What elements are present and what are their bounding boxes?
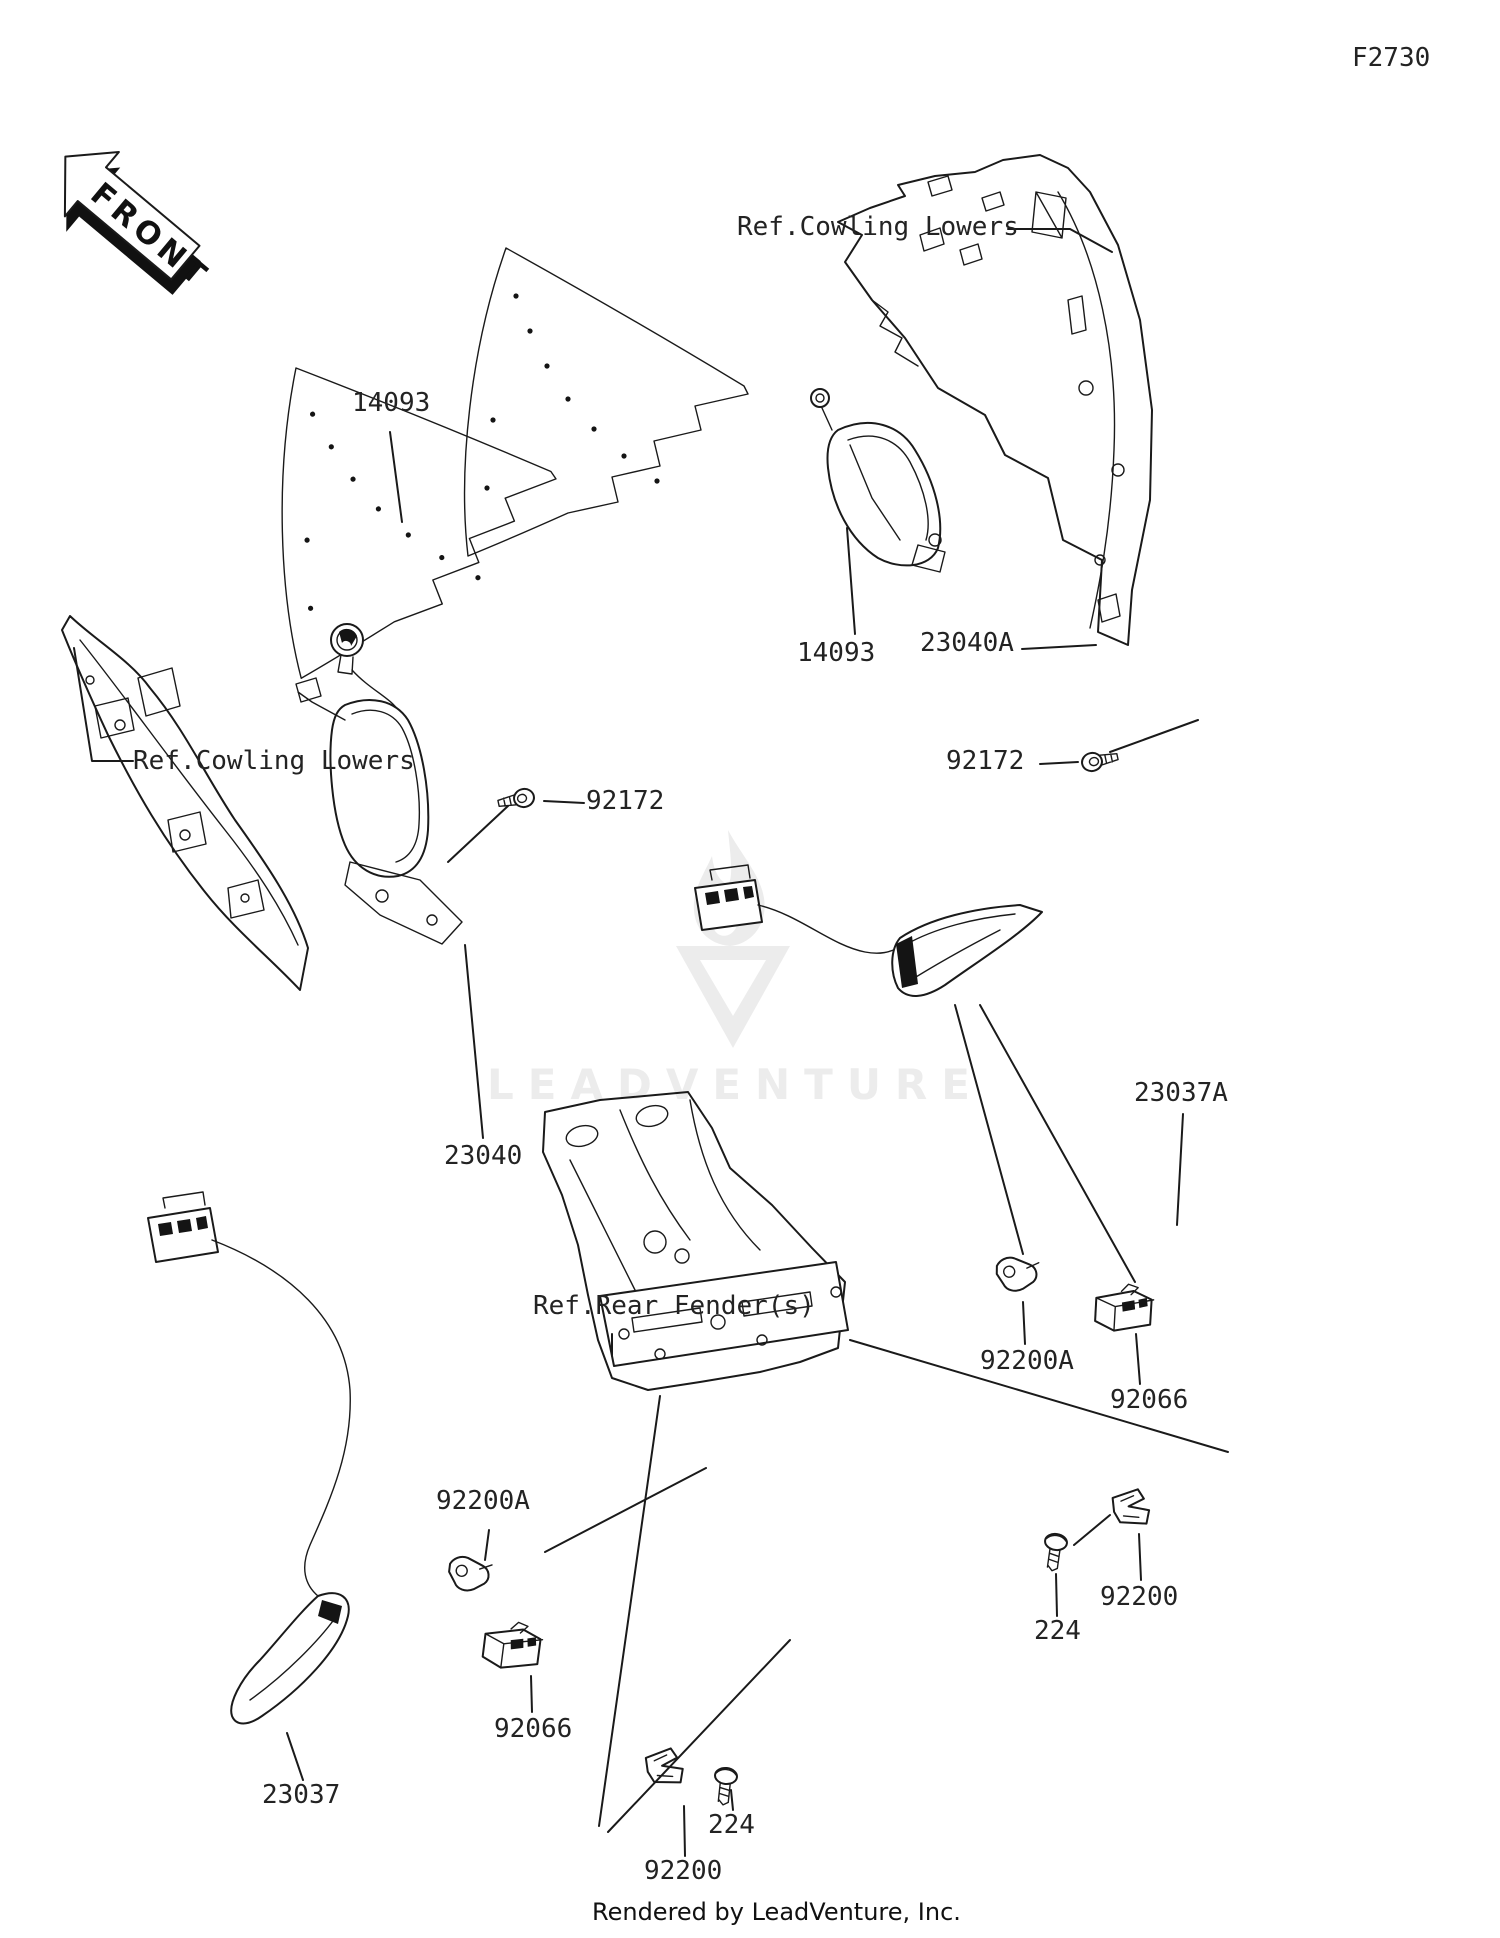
leadventure-watermark: LEADVENTURE <box>487 1060 984 1109</box>
callout-14093-right: 14093 <box>797 638 876 668</box>
front-signal-left-drawing <box>296 624 462 944</box>
callout-23040: 23040 <box>444 1141 523 1171</box>
leadventure-logo-watermark <box>676 830 790 1048</box>
connector-92066-right-drawing <box>1092 1280 1155 1335</box>
rear-signal-left-drawing <box>148 1192 350 1724</box>
callout-92172-right: 92172 <box>946 746 1025 776</box>
callout-92200A-right: 92200A <box>980 1346 1074 1376</box>
callout-92200-bottom: 92200 <box>644 1856 723 1886</box>
screw-92172-left-drawing <box>497 787 536 812</box>
callout-23040A: 23040A <box>920 628 1014 658</box>
front-signal-right-drawing <box>811 389 945 572</box>
bracket-92200-right-drawing <box>1112 1488 1150 1526</box>
front-direction-arrow <box>29 128 234 321</box>
callout-92172-left: 92172 <box>586 786 665 816</box>
cowling-lower-left-drawing <box>62 616 308 990</box>
trim-plate-right-drawing <box>465 248 748 556</box>
screw-224-bottom-drawing <box>712 1767 738 1806</box>
rendered-by-credit: Rendered by LeadVenture, Inc. <box>592 1898 961 1926</box>
clamp-92200A-right-drawing <box>994 1256 1039 1294</box>
trim-plate-left-drawing <box>255 334 578 678</box>
callout-92200A-left: 92200A <box>436 1486 530 1516</box>
callout-14093-left: 14093 <box>352 388 431 418</box>
front-arrow-label: FRONT <box>83 175 217 296</box>
callout-224-right: 224 <box>1034 1616 1081 1646</box>
rear-fender-drawing <box>543 1092 848 1390</box>
callout-92066-left: 92066 <box>494 1714 573 1744</box>
callout-92200-right: 92200 <box>1100 1582 1179 1612</box>
connector-92066-left-drawing <box>479 1616 545 1675</box>
ref-cowling-lowers-top: Ref.Cowling Lowers <box>737 212 1019 242</box>
callout-224-bottom: 224 <box>708 1810 755 1840</box>
bracket-92200-bottom-drawing <box>645 1747 685 1787</box>
leader-lines <box>74 229 1228 1856</box>
screw-224-right-drawing <box>1041 1533 1068 1573</box>
page-code: F2730 <box>1352 43 1431 73</box>
callout-92066-right: 92066 <box>1110 1385 1189 1415</box>
ref-rear-fender: Ref.Rear Fender(s) <box>533 1291 815 1321</box>
ref-cowling-lowers-left: Ref.Cowling Lowers <box>133 746 415 776</box>
callout-23037: 23037 <box>262 1780 341 1810</box>
callout-23037A: 23037A <box>1134 1078 1228 1108</box>
